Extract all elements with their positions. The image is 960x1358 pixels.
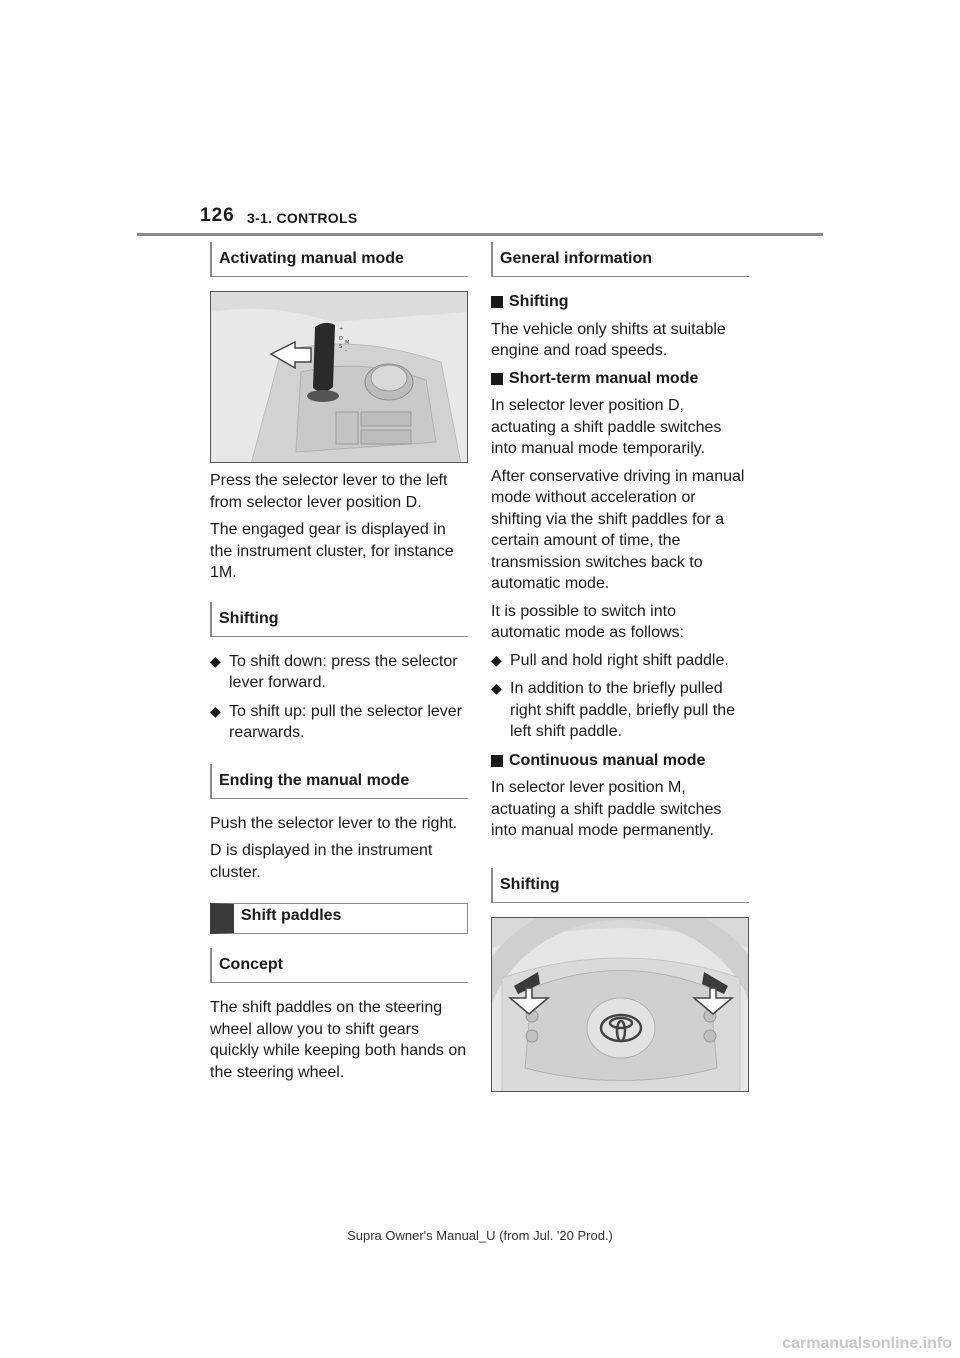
- heading-shifting-paddles: Shifting: [491, 868, 749, 903]
- short-term-text-2: After conservative driving in manual mode without acceleration or shifting via the shift paddles for a certain amount of time, the transmission switches back to automatic mode.: [491, 467, 745, 592]
- subhead-shifting: [491, 291, 749, 313]
- square-icon: [491, 296, 503, 308]
- short-term-text-3: It is possible to switch into automatic mode as follows:: [491, 602, 684, 641]
- bullet-text: In addition to the briefly pulled right shift paddle, briefly pull the left shift paddle.: [510, 680, 736, 740]
- page-number: 126: [200, 205, 235, 226]
- ending-text-2: D is displayed in the instrument cluster.: [210, 842, 433, 881]
- subhead-text: Short-term manual mode: [509, 369, 699, 387]
- diamond-icon: ◆: [210, 702, 221, 719]
- header-rule: [137, 233, 823, 236]
- bullet-pull-hold: [491, 650, 749, 672]
- heading-general-information: General information: [491, 242, 749, 277]
- activating-text-1: Press the selector lever to the left from selector lever position D.: [210, 472, 448, 511]
- subhead-text: Shifting: [509, 293, 569, 310]
- gear-mark-minus: -: [345, 348, 347, 354]
- diamond-icon: ◆: [491, 651, 502, 668]
- heading-shifting: Shifting: [210, 602, 468, 637]
- watermark: carmanualsonline.info: [782, 1335, 952, 1352]
- selector-lever-illustration: [211, 292, 468, 463]
- steering-wheel-figure: [491, 917, 749, 1092]
- gear-mark-s: S: [339, 344, 343, 350]
- continuous-text: In selector lever position M, actuating a shift paddle switches into manual mode permanently.: [491, 779, 722, 839]
- bullet-shift-down: [210, 651, 468, 694]
- shifting-text: The vehicle only shifts at suitable engine and road speeds.: [491, 320, 726, 359]
- right-column: [491, 242, 749, 1092]
- diamond-icon: ◆: [210, 652, 221, 669]
- heading-shift-paddles: Shift paddles: [210, 903, 468, 934]
- ending-text-1: Push the selector lever to the right.: [210, 814, 458, 832]
- subhead-text: Continuous manual mode: [509, 751, 706, 769]
- bullet-text: To shift down: press the selector lever forward.: [229, 652, 458, 691]
- gear-mark-m: M: [345, 340, 350, 346]
- footer-text: Supra Owner's Manual_U (from Jul. '20 Prod.): [347, 1228, 613, 1243]
- concept-text: The shift paddles on the steering wheel allow you to shift gears quickly while keeping both hands on the steering wheel.: [210, 999, 467, 1081]
- subhead-short-term: [491, 368, 749, 390]
- steering-wheel-illustration: [492, 918, 749, 1092]
- left-column: [210, 242, 468, 1089]
- bullet-text: Pull and hold right shift paddle.: [510, 651, 729, 669]
- square-icon: [491, 373, 503, 385]
- activating-text-2: The engaged gear is displayed in the instrument cluster, for instance 1M.: [210, 521, 454, 581]
- bullet-shift-up: [210, 701, 468, 744]
- section-title: 3-1. CONTROLS: [247, 210, 358, 226]
- bullet-text: To shift up: pull the selector lever rearwards.: [229, 702, 463, 741]
- bullet-briefly-pull: [491, 678, 749, 743]
- subhead-continuous: [491, 750, 749, 772]
- short-term-text-1: In selector lever position D, actuating a shift paddle switches into manual mode temporarily.: [491, 397, 722, 457]
- page-header: [200, 205, 760, 235]
- gear-mark-plus: +: [339, 326, 344, 332]
- square-icon: [491, 755, 503, 767]
- heading-activating-manual-mode: Activating manual mode: [210, 242, 468, 277]
- heading-ending-manual-mode: Ending the manual mode: [210, 764, 468, 799]
- gear-mark-d: D: [339, 336, 343, 342]
- heading-concept: Concept: [210, 948, 468, 983]
- selector-lever-figure: [210, 291, 468, 463]
- diamond-icon: ◆: [491, 680, 502, 696]
